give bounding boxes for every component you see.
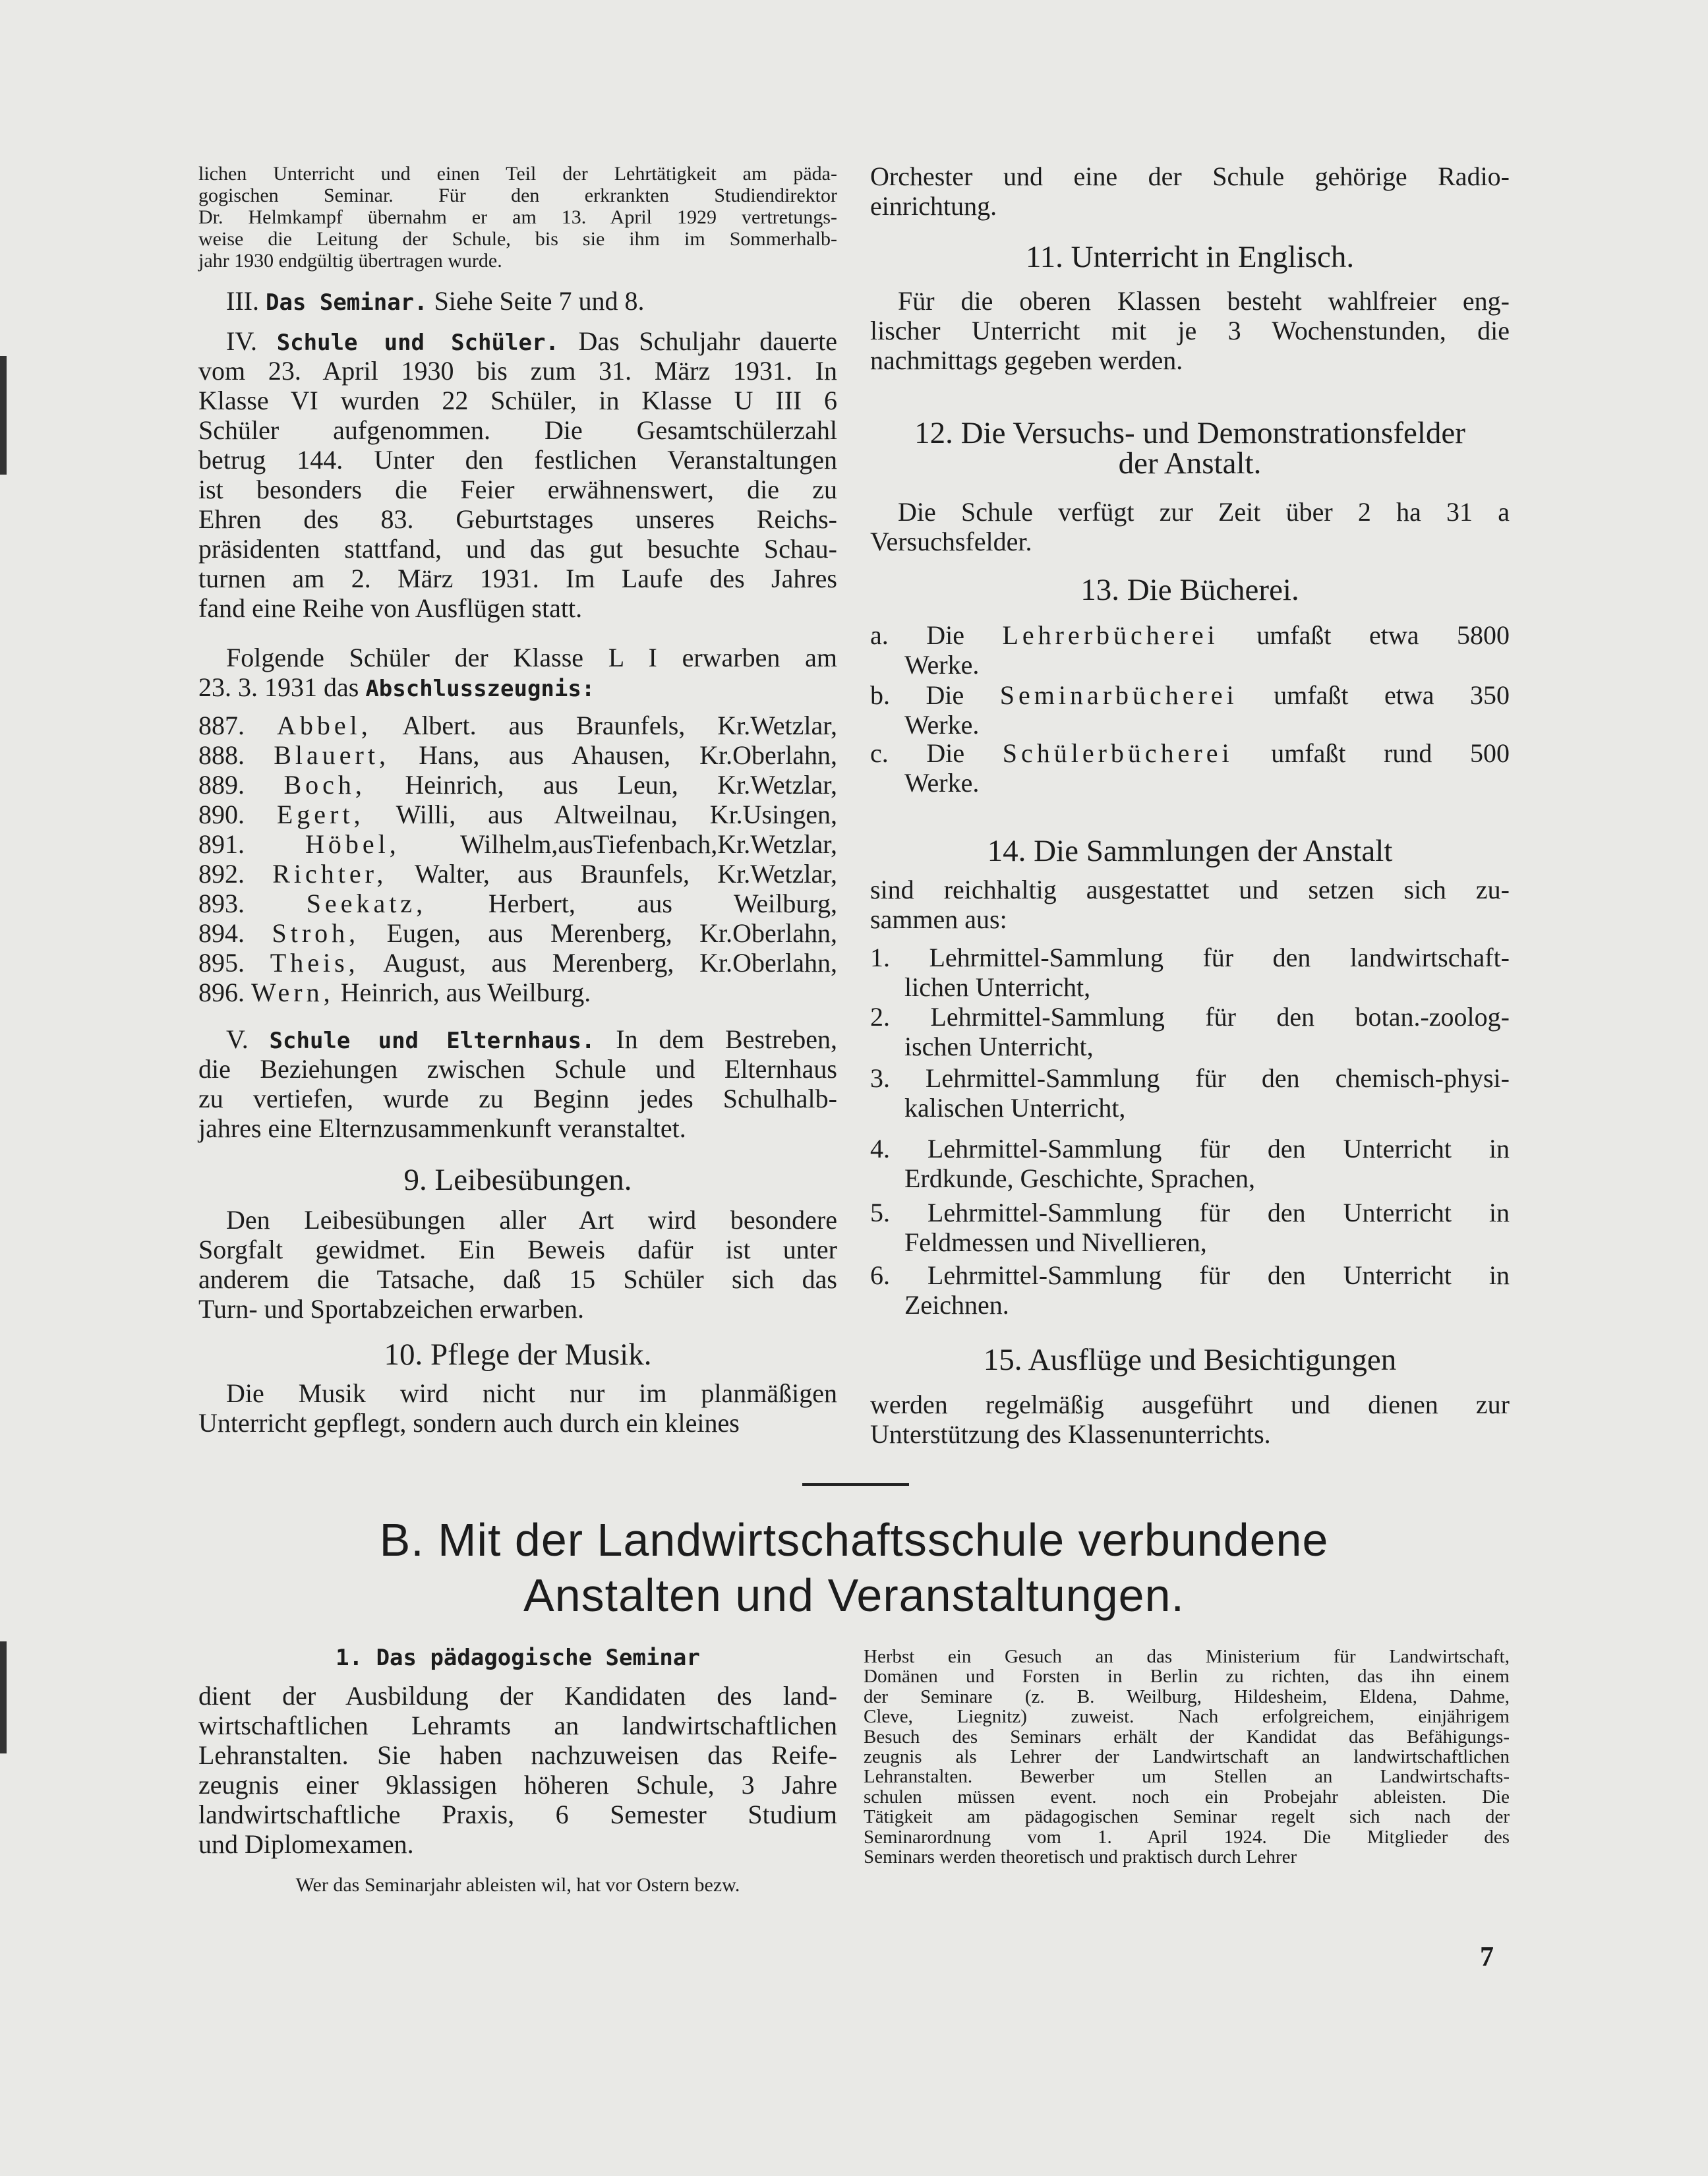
text-line: werden regelmäßig ausgeführt und dienen zur	[870, 1390, 1510, 1419]
text-line: Werke.	[904, 768, 980, 798]
text-line: jahres eine Elternzusammenkunft veranstaltet.	[198, 1113, 686, 1143]
text-line: lischer Unterricht mit je 3 Wochenstunden, die	[870, 316, 1510, 345]
text-line	[198, 978, 837, 1007]
text-line: einrichtung.	[870, 191, 997, 221]
text-line: Seminarordnung vom 1. April 1924. Die Mitglieder des	[864, 1826, 1510, 1848]
text-line: Folgende Schüler der Klasse L I erwarben am	[226, 643, 837, 672]
ausfluege-paragraph	[870, 1390, 1510, 1449]
list-item	[870, 1134, 1510, 1193]
text-segment: V.	[226, 1024, 270, 1054]
text-line: der Seminare (z. B. Weilburg, Hildesheim, Eldena, Dahme,	[864, 1686, 1510, 1707]
text-line: schulen müssen event. noch ein Probejahr ableisten. Die	[864, 1786, 1510, 1808]
text-line: Die Schule verfügt zur Zeit über 2 ha 31 a	[898, 497, 1510, 527]
text-segment: 892.	[198, 859, 273, 889]
text-line: Turn- und Sportabzeichen erwarben.	[198, 1294, 585, 1324]
seminar-heading	[198, 1641, 837, 1671]
spaced-name: Seekatz,	[306, 889, 427, 918]
text-segment: 891.	[198, 829, 306, 859]
bold-lead-in: Schule und Elternhaus.	[269, 1028, 595, 1054]
text-line: 4. Lehrmittel-Sammlung für den Unterricht in	[870, 1134, 1510, 1163]
englisch-paragraph	[870, 286, 1510, 375]
text-line	[870, 680, 1510, 710]
list-item	[870, 1260, 1510, 1320]
text-line: Dr. Helmkampf übernahm er am 13. April 1929 vertretungs-	[198, 206, 837, 228]
spaced-name: Lehrerbücherei	[1002, 620, 1219, 650]
text-line: Klasse VI wurden 22 Schüler, in Klasse U III 6	[198, 386, 837, 415]
text-line	[198, 889, 837, 918]
spaced-name: Stroh,	[272, 918, 360, 948]
text-segment: 890.	[198, 800, 277, 829]
text-line: Unterricht gepflegt, sondern auch durch ein kleines	[198, 1408, 740, 1438]
text-line: zeugnis einer 9klassigen höheren Schule, 3 Jahre	[198, 1770, 837, 1800]
abschluss-intro	[198, 643, 837, 702]
spaced-name: Höbel,	[305, 829, 400, 859]
scan-edge-mark	[0, 356, 7, 475]
orchester-paragraph	[870, 162, 1510, 221]
text-line: zeugnis als Lehrer der Landwirtschaft an landwirtschaftlichen	[864, 1746, 1510, 1767]
elternhaus-paragraph	[198, 1024, 837, 1143]
text-segment: 889.	[198, 770, 284, 800]
text-line: 13. Die Bücherei.	[1080, 573, 1299, 607]
text-line: Werke.	[904, 650, 980, 680]
text-line	[198, 859, 837, 889]
text-line	[198, 740, 837, 770]
text-line: Ehren des 83. Geburtstages unseres Reichs-	[198, 504, 837, 534]
text-line: Für die oberen Klassen besteht wahlfreier eng-	[898, 286, 1510, 316]
text-segment: Herbert, aus Weilburg,	[427, 889, 837, 918]
text-line: dient der Ausbildung der Kandidaten des land-	[198, 1681, 837, 1711]
spaced-name: Schülerbücherei	[1002, 738, 1233, 768]
text-segment: umfaßt rund 500	[1233, 738, 1510, 768]
text-line: sammen aus:	[870, 904, 1007, 934]
text-line: Domänen und Forsten in Berlin zu richten, das ihn einem	[864, 1666, 1510, 1688]
text-line: Erdkunde, Geschichte, Sprachen,	[904, 1163, 1256, 1193]
intro-paragraph	[198, 163, 837, 272]
list-item	[870, 1002, 1510, 1061]
text-line: 15. Ausflüge und Besichtigungen	[983, 1343, 1397, 1377]
spaced-name: Egert,	[276, 800, 365, 829]
text-line	[870, 620, 1510, 650]
text-line: Lehranstalten. Bewerber um Stellen an Landwirtschafts-	[864, 1766, 1510, 1788]
text-segment: III.	[226, 286, 266, 316]
section-heading	[870, 242, 1510, 272]
text-segment: August, aus Merenberg, Kr.Oberlahn,	[359, 948, 837, 978]
divider-rule	[802, 1483, 909, 1486]
text-line: 6. Lehrmittel-Sammlung für den Unterricht in	[870, 1260, 1510, 1290]
seminar-right-text	[864, 1647, 1510, 1867]
text-line: Anstalten und Veranstaltungen.	[523, 1570, 1185, 1621]
schule-schueler-paragraph	[198, 326, 837, 623]
list-item	[870, 1063, 1510, 1123]
text-line: Tätigkeit am pädagogischen Seminar regelt sich nach der	[864, 1806, 1510, 1828]
seminar-paragraph	[198, 286, 837, 316]
list-item	[870, 680, 1510, 740]
text-segment: 895.	[198, 948, 270, 978]
text-line: fand eine Reihe von Ausflügen statt.	[198, 593, 583, 623]
text-line: sind reichhaltig ausgestattet und setzen sich zu-	[870, 875, 1510, 904]
text-segment: Wilhelm,ausTiefenbach,Kr.Wetzlar,	[399, 829, 837, 859]
text-line: lichen Unterricht und einen Teil der Lehrtätigkeit am päda-	[198, 163, 837, 185]
text-line: B. Mit der Landwirtschaftsschule verbundene	[379, 1514, 1329, 1566]
musik-paragraph	[198, 1378, 837, 1438]
text-segment: c. Die	[870, 738, 1003, 768]
text-line: Feldmessen und Nivellieren,	[904, 1227, 1207, 1257]
text-line: weise die Leitung der Schule, bis sie ihm im Sommerhalb-	[198, 228, 837, 250]
text-line: 12. Die Versuchs- und Demonstrationsfelder	[914, 416, 1465, 450]
text-segment: Das Schuljahr dauerte	[558, 326, 837, 356]
spaced-name: Blauert,	[274, 740, 390, 770]
text-line: anderem die Tatsache, daß 15 Schüler sich das	[198, 1264, 837, 1294]
text-line: Cleve, Liegnitz) zuweist. Nach erfolgreichem, einjährigem	[864, 1706, 1510, 1728]
text-line: 1. Lehrmittel-Sammlung für den landwirtschaft-	[870, 943, 1510, 972]
text-line: Schüler aufgenommen. Die Gesamtschülerzahl	[198, 415, 837, 445]
leibes-paragraph	[198, 1205, 837, 1324]
student-list	[198, 711, 837, 1007]
bold-lead-in: 1. Das pädagogische Seminar	[336, 1645, 700, 1671]
seminar-note	[198, 1874, 837, 1896]
text-line: die Beziehungen zwischen Schule und Elternhaus	[198, 1054, 837, 1084]
list-item	[870, 620, 1510, 680]
text-line: betrug 144. Unter den festlichen Veranstaltungen	[198, 445, 837, 475]
text-line: Den Leibesübungen aller Art wird besondere	[226, 1205, 837, 1235]
text-line: präsidenten stattfand, und das gut besuchte Schau-	[198, 534, 837, 564]
text-line: ist besonders die Feier erwähnenswert, die zu	[198, 475, 837, 504]
text-segment: Willi, aus Altweilnau, Kr.Usingen,	[364, 800, 838, 829]
spaced-name: Richter,	[272, 859, 388, 889]
text-line: 2. Lehrmittel-Sammlung für den botan.-zoolog-	[870, 1002, 1510, 1032]
text-line: 14. Die Sammlungen der Anstalt	[987, 834, 1393, 868]
text-line: 5. Lehrmittel-Sammlung für den Unterricht in	[870, 1198, 1510, 1227]
text-line: Die Musik wird nicht nur im planmäßigen	[226, 1378, 837, 1408]
text-line	[198, 286, 837, 316]
text-line: landwirtschaftliche Praxis, 6 Semester Studium	[198, 1800, 837, 1829]
text-line: der Anstalt.	[1118, 446, 1262, 481]
text-line: Lehranstalten. Sie haben nachzuweisen das Reife-	[198, 1740, 837, 1770]
text-line: Wer das Seminarjahr ableisten wil, hat vor Ostern bezw.	[295, 1874, 740, 1896]
text-segment: 896.	[198, 978, 251, 1007]
spaced-name: Seminarbücherei	[999, 680, 1238, 710]
bold-lead-in: Das Seminar.	[265, 289, 428, 316]
text-line: vom 23. April 1930 bis zum 31. März 1931. In	[198, 356, 837, 386]
text-segment: Siehe Seite 7 und 8.	[427, 286, 645, 316]
text-line: und Diplomexamen.	[198, 1829, 414, 1859]
text-segment: a. Die	[870, 620, 1003, 650]
spaced-name: Wern,	[251, 978, 334, 1007]
text-line: Herbst ein Gesuch an das Ministerium für Landwirtschaft,	[864, 1646, 1510, 1667]
text-line: Besuch des Seminars erhält der Kandidat das Befähigungs-	[864, 1726, 1510, 1748]
text-line: kalischen Unterricht,	[904, 1093, 1126, 1123]
list-item	[870, 943, 1510, 1002]
text-segment: b. Die	[870, 680, 1000, 710]
text-line: Werke.	[904, 710, 980, 740]
text-line: 9. Leibesübungen.	[403, 1163, 632, 1197]
bold-lead-in: Schule und Schüler.	[276, 330, 559, 356]
text-segment: Heinrich, aus Leun, Kr.Wetzlar,	[365, 770, 837, 800]
section-heading	[198, 1165, 837, 1195]
text-line: Seminars werden theoretisch und praktisch durch Lehrer	[864, 1846, 1297, 1867]
text-segment: 888.	[198, 740, 274, 770]
text-line	[198, 800, 837, 829]
text-segment: 887.	[198, 711, 277, 740]
text-segment: Albert. aus Braunfels, Kr.Wetzlar,	[371, 711, 837, 740]
text-line: 11. Unterricht in Englisch.	[1025, 240, 1355, 274]
section-heading	[870, 575, 1510, 605]
text-line: lichen Unterricht,	[904, 972, 1091, 1002]
text-segment: In dem Bestreben,	[595, 1024, 837, 1054]
text-segment: IV.	[226, 326, 277, 356]
felder-paragraph	[870, 497, 1510, 556]
text-segment: umfaßt etwa 5800	[1218, 620, 1510, 650]
text-line	[870, 738, 1510, 768]
text-segment: Heinrich, aus Weilburg.	[334, 978, 591, 1007]
text-segment: Eugen, aus Merenberg, Kr.Oberlahn,	[359, 918, 837, 948]
text-line: Unterstützung des Klassenunterrichts.	[870, 1419, 1271, 1449]
text-line	[198, 1024, 837, 1054]
scan-edge-mark	[0, 1641, 7, 1753]
text-line	[198, 711, 837, 740]
text-line	[198, 948, 837, 978]
text-line: Orchester und eine der Schule gehörige Radio-	[870, 162, 1510, 191]
seminar-text	[198, 1681, 837, 1859]
text-line	[198, 326, 837, 356]
list-item	[870, 1198, 1510, 1257]
text-line: Versuchsfelder.	[870, 527, 1032, 556]
text-line: nachmittags gegeben werden.	[870, 345, 1183, 375]
text-segment: 893.	[198, 889, 307, 918]
sammlungen-paragraph	[870, 875, 1510, 934]
text-line: gogischen Seminar. Für den erkrankten Studiendirektor	[198, 185, 837, 206]
text-segment: Walter, aus Braunfels, Kr.Wetzlar,	[387, 859, 837, 889]
text-line	[198, 672, 837, 702]
section-heading	[870, 1345, 1510, 1375]
text-line: jahr 1930 endgültig übertragen wurde.	[198, 250, 502, 272]
text-segment: Hans, aus Ahausen, Kr.Oberlahn,	[389, 740, 838, 770]
text-line: turnen am 2. März 1931. Im Laufe des Jahres	[198, 564, 837, 593]
spaced-name: Abbel,	[276, 711, 372, 740]
text-line	[198, 918, 837, 948]
spaced-name: Boch,	[283, 770, 366, 800]
text-line	[198, 1641, 837, 1671]
text-segment: 23. 3. 1931 das	[198, 672, 366, 702]
section-heading	[870, 418, 1510, 479]
text-line: 3. Lehrmittel-Sammlung für den chemisch-physi-	[870, 1063, 1510, 1093]
text-line: 10. Pflege der Musik.	[384, 1338, 652, 1372]
section-b-title	[198, 1512, 1510, 1623]
text-line: Sorgfalt gewidmet. Ein Beweis dafür ist unter	[198, 1235, 837, 1264]
section-heading	[198, 1339, 837, 1370]
text-segment: umfaßt etwa 350	[1237, 680, 1510, 710]
bold-lead-in: Abschlusszeugnis:	[365, 676, 595, 702]
spaced-name: Theis,	[270, 948, 359, 978]
text-line: zu vertiefen, wurde zu Beginn jedes Schulhalb-	[198, 1084, 837, 1113]
section-heading	[870, 836, 1510, 866]
text-line: wirtschaftlichen Lehramts an landwirtschaftlichen	[198, 1711, 837, 1740]
page-number: 7	[1480, 1942, 1494, 1972]
text-line	[198, 829, 837, 859]
text-line: Zeichnen.	[904, 1290, 1009, 1320]
text-line	[198, 770, 837, 800]
text-segment: 894.	[198, 918, 272, 948]
text-line: ischen Unterricht,	[904, 1032, 1094, 1061]
list-item	[870, 738, 1510, 798]
